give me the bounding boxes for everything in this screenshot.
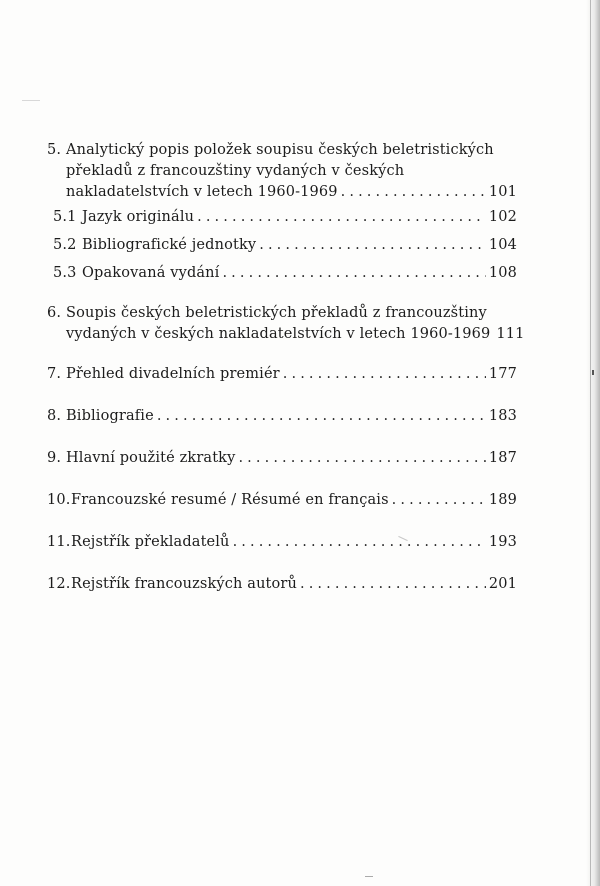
toc-page-number: 187: [488, 450, 517, 466]
dot-leader: [233, 532, 486, 553]
toc-entry-6[interactable]: [47, 303, 525, 345]
toc-page-number: 101: [488, 184, 517, 200]
toc-entry-5-1[interactable]: [47, 207, 517, 228]
dot-leader: [341, 182, 486, 203]
toc-entry-line: [47, 532, 517, 553]
toc-entry-line: [47, 490, 517, 511]
toc-entry-line: [47, 140, 517, 161]
toc-page-number: 193: [488, 534, 517, 550]
toc-entry-number: 12.: [47, 576, 71, 592]
toc-entry-8[interactable]: [47, 406, 517, 427]
toc-entry-title: Rejstřík francouzských autorů: [71, 576, 297, 592]
toc-entry-number: 11.: [47, 534, 71, 550]
dot-leader: [392, 490, 486, 511]
toc-entry-12[interactable]: [47, 574, 517, 595]
toc-entry-number: 5.3: [53, 265, 77, 281]
toc-entry-title: Opakovaná vydání: [82, 265, 220, 281]
toc-entry-5-3[interactable]: [47, 263, 517, 284]
toc-page-number: 102: [488, 209, 517, 225]
toc-entry-title-line: Soupis českých beletristických překladů z francouzštiny: [66, 305, 487, 321]
toc-entry-11[interactable]: [47, 532, 517, 553]
toc-entry-line: [47, 324, 525, 345]
toc-page-number: 111: [496, 326, 525, 342]
toc-entry-line: [53, 235, 517, 256]
toc-entry-title: Francouzské resumé / Résumé en français: [71, 492, 389, 508]
dot-leader: [222, 263, 485, 284]
page-edge-shadow: [586, 0, 600, 886]
toc-entry-9[interactable]: [47, 448, 517, 469]
toc-page-number: 104: [488, 237, 517, 253]
dot-leader: [197, 207, 486, 228]
scan-mark: [592, 370, 594, 375]
toc-entry-title-line: Analytický popis položek soupisu českých beletristických: [66, 142, 494, 158]
scan-mark: [365, 876, 373, 877]
toc-entry-number: 7.: [47, 366, 62, 382]
toc-entry-number: 5.2: [53, 237, 77, 253]
toc-entry-line: [47, 574, 517, 595]
toc-entry-number: 6.: [47, 305, 62, 321]
toc-entry-title: Hlavní použité zkratky: [66, 450, 236, 466]
toc-entry-7[interactable]: [47, 364, 517, 385]
dot-leader: [300, 574, 486, 595]
toc-entry-10[interactable]: [47, 490, 517, 511]
toc-entry-line: [47, 364, 517, 385]
toc-page-number: 108: [488, 265, 517, 281]
page-edge-line: [590, 0, 591, 886]
toc-entry-number: 9.: [47, 450, 62, 466]
toc-page-number: 201: [488, 576, 517, 592]
toc-entry-title: Přehled divadelních premiér: [66, 366, 280, 382]
toc-page-number: 189: [488, 492, 517, 508]
dot-leader: [238, 448, 485, 469]
toc-entry-title: Bibliografie: [66, 408, 154, 424]
toc-entry-5-2[interactable]: [47, 235, 517, 256]
toc-entry-title-line: překladů z francouzštiny vydaných v českých: [66, 163, 405, 179]
table-of-contents: [47, 140, 525, 595]
toc-entry-number: 5.1: [53, 209, 77, 225]
toc-page-number: 177: [488, 366, 517, 382]
toc-entry-title: Bibliografické jednotky: [82, 237, 257, 253]
toc-entry-title: Rejstřík překladatelů: [71, 534, 230, 550]
toc-entry-title-line: nakladatelstvích v letech 1960-1969: [66, 184, 338, 200]
toc-entry-line: [47, 182, 517, 203]
toc-entry-line: [47, 448, 517, 469]
dot-leader: [259, 235, 486, 256]
scan-mark: [22, 100, 40, 101]
toc-entry-line: [47, 406, 517, 427]
toc-entry-title: Jazyk originálu: [82, 209, 195, 225]
toc-entry-number: 5.: [47, 142, 62, 158]
dot-leader: [157, 406, 486, 427]
toc-entry-number: 10.: [47, 492, 71, 508]
toc-entry-number: 8.: [47, 408, 62, 424]
toc-entry-line: [47, 303, 517, 324]
toc-entry-title-line: vydaných v českých nakladatelstvích v letech 1960-1969: [66, 326, 491, 342]
toc-entry-5[interactable]: [47, 140, 517, 203]
toc-entry-line: [53, 207, 517, 228]
dot-leader: [283, 364, 486, 385]
toc-page-number: 183: [488, 408, 517, 424]
toc-entry-line: [53, 263, 517, 284]
